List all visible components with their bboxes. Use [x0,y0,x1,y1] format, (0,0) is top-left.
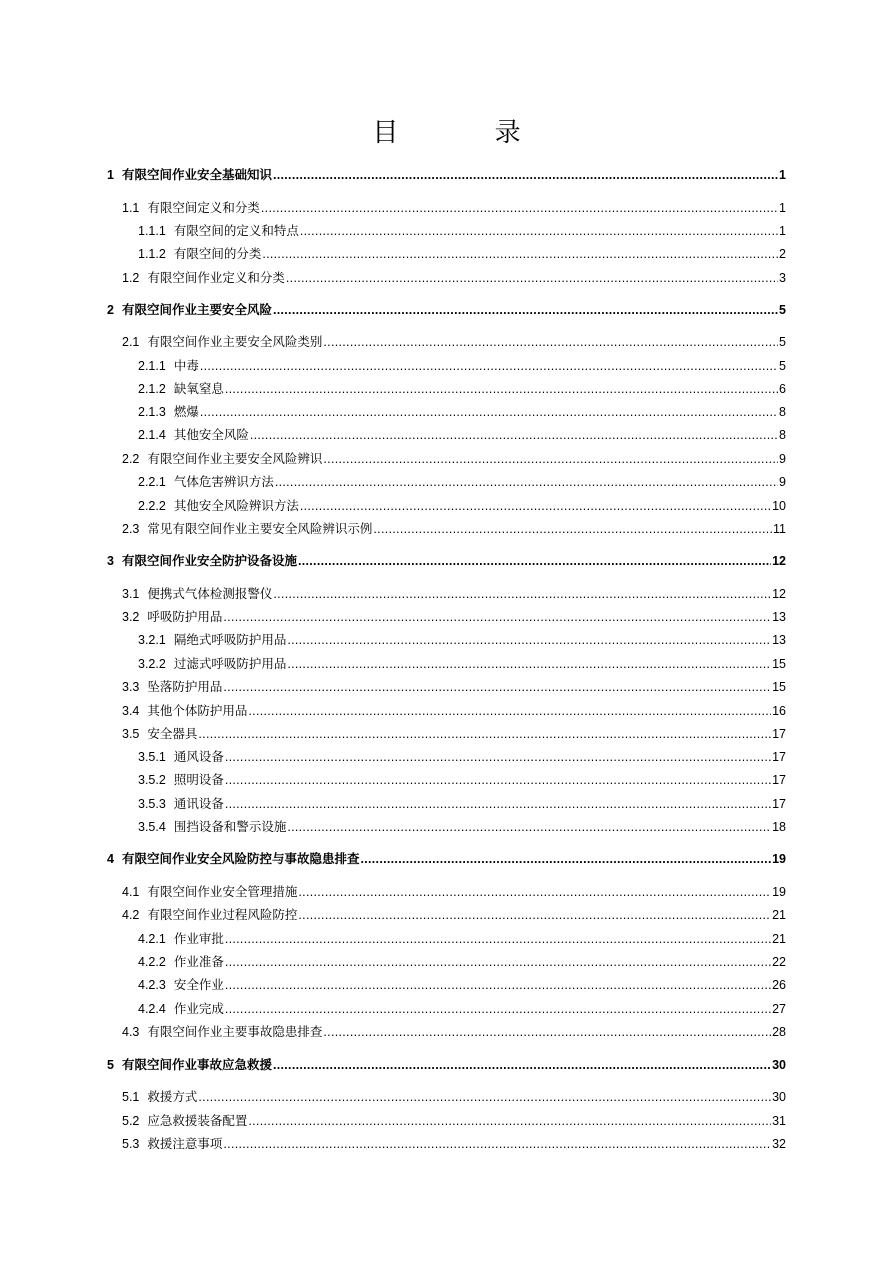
toc-entry-page-number: 17 [772,750,786,764]
dot-leader [200,402,778,422]
toc-entry-title: 作业审批 [173,931,224,946]
toc-entry[interactable] [138,496,786,516]
toc-entry[interactable] [122,519,786,539]
toc-entry-page-number: 27 [772,1002,786,1016]
toc-entry[interactable] [122,1022,786,1042]
toc-entry-title: 燃爆 [173,404,199,419]
toc-entry-page-number: 3 [779,271,786,285]
dot-leader [225,770,771,790]
toc-entry-number: 1.1.2 [138,247,166,261]
dot-leader [248,701,771,721]
toc-entry-title: 安全器具 [147,726,198,741]
toc-entry-title: 作业完成 [173,1001,224,1016]
toc-entry[interactable] [122,449,786,469]
toc-entry[interactable] [138,770,786,790]
toc-entry-page-number: 16 [772,704,786,718]
toc-entry-number: 2.1 [122,335,140,349]
toc-entry[interactable] [122,1087,786,1107]
toc-entry-page-number: 21 [772,908,786,922]
toc-entry-number: 3.2.1 [138,633,166,647]
toc-entry-number: 3.2 [122,610,140,624]
dot-leader [286,268,778,288]
toc-entry-page-number: 13 [772,633,786,647]
toc-entry-title: 有限空间作业安全管理措施 [147,884,298,899]
toc-entry-title: 坠落防护用品 [147,679,223,694]
dot-leader [223,1134,771,1154]
dot-leader [273,1055,771,1075]
toc-entry-page-number: 15 [772,657,786,671]
toc-entry-number: 1.2 [122,271,140,285]
dot-leader [298,905,771,925]
toc-entry-number: 2.1.1 [138,359,166,373]
toc-entry[interactable] [122,1111,786,1131]
toc-entry[interactable] [138,817,786,837]
toc-entry-title: 其他个体防护用品 [147,703,248,718]
toc-entry-number: 3.5 [122,727,140,741]
dot-leader [287,630,771,650]
toc-entry-title: 有限空间作业安全风险防控与事故隐患排查 [121,851,360,866]
toc-entry-number: 4 [107,852,114,866]
toc-entry-page-number: 11 [773,522,786,536]
toc-entry-page-number: 13 [772,610,786,624]
toc-entry-number: 3.5.1 [138,750,166,764]
dot-leader [300,496,771,516]
toc-entry-page-number: 9 [779,475,786,489]
toc-entry-title: 有限空间的分类 [173,246,262,261]
toc-entry-number: 3.2.2 [138,657,166,671]
toc-entry-number: 5 [107,1058,114,1072]
dot-leader [298,551,771,571]
dot-leader [275,472,778,492]
toc-entry-number: 2.2.1 [138,475,166,489]
dot-leader [225,794,771,814]
toc-entry-title: 有限空间作业过程风险防控 [147,907,298,922]
dot-leader [225,999,771,1019]
toc-entry-title: 安全作业 [173,977,224,992]
toc-entry-title: 有限空间作业定义和分类 [147,270,285,285]
toc-entry[interactable] [138,975,786,995]
toc-entry-number: 2.3 [122,522,140,536]
toc-entry-number: 4.2.4 [138,1002,166,1016]
toc-entry[interactable] [138,472,786,492]
toc-entry[interactable] [122,332,786,352]
toc-entry-title: 其他安全风险 [173,427,249,442]
toc-entry-title: 有限空间作业主要安全风险辨识 [147,451,323,466]
toc-entry-title: 救援注意事项 [147,1136,223,1151]
dot-leader [298,882,771,902]
toc-entry-page-number: 1 [779,201,786,215]
toc-entry-page-number: 8 [779,428,786,442]
toc-entry-page-number: 30 [772,1058,786,1072]
toc-entry[interactable] [138,999,786,1019]
toc-entry-page-number: 9 [779,452,786,466]
toc-entry[interactable] [138,794,786,814]
toc-entry-title: 应急救援装备配置 [147,1113,248,1128]
dot-leader [223,677,771,697]
dot-leader [225,379,778,399]
toc-entry-page-number: 32 [772,1137,786,1151]
dot-leader [300,221,778,241]
dot-leader [198,724,771,744]
dot-leader [273,300,778,320]
toc-entry-title: 过滤式呼吸防护用品 [173,656,287,671]
toc-entry[interactable] [138,952,786,972]
toc-entry[interactable] [138,425,786,445]
toc-entry[interactable] [138,747,786,767]
toc-entry-title: 其他安全风险辨识方法 [173,498,299,513]
dot-leader [262,244,778,264]
toc-entry-title: 围挡设备和警示设施 [173,819,287,834]
toc-entry-title: 通风设备 [173,749,224,764]
toc-entry[interactable] [122,905,786,925]
dot-leader [287,654,771,674]
toc-entry-page-number: 6 [779,382,786,396]
toc-entry-title: 隔绝式呼吸防护用品 [173,632,287,647]
page-title: 目 录 [372,118,565,148]
toc-entry-number: 2 [107,303,114,317]
toc-entry-page-number: 18 [772,820,786,834]
toc-entry-page-number: 8 [779,405,786,419]
toc-entry-page-number: 1 [779,224,786,238]
toc-entry-page-number: 5 [779,359,786,373]
toc-entry-number: 3.5.2 [138,773,166,787]
dot-leader [200,356,778,376]
toc-entry-page-number: 12 [772,587,786,601]
toc-entry-page-number: 10 [772,499,786,513]
toc-entry-title: 有限空间作业安全基础知识 [121,167,272,182]
toc-entry-number: 5.3 [122,1137,140,1151]
toc-entry[interactable] [107,165,786,185]
toc-entry-title: 作业准备 [173,954,224,969]
toc-entry-number: 1.1.1 [138,224,166,238]
dot-leader [323,1022,771,1042]
toc-entry-title: 有限空间作业主要事故隐患排查 [147,1024,323,1039]
toc-entry[interactable] [138,379,786,399]
toc-entry[interactable] [107,849,786,869]
dot-leader [250,425,778,445]
toc-entry-number: 1.1 [122,201,140,215]
toc-entry-number: 4.2 [122,908,140,922]
toc-entry-number: 2.2.2 [138,499,166,513]
toc-entry-page-number: 26 [772,978,786,992]
toc-entry-number: 2.1.4 [138,428,166,442]
toc-entry-number: 4.2.2 [138,955,166,969]
toc-entry-title: 便携式气体检测报警仪 [147,586,273,601]
dot-leader [323,449,778,469]
toc-entry[interactable] [107,551,786,571]
toc-entry[interactable] [122,677,786,697]
toc-entry-number: 4.1 [122,885,140,899]
dot-leader [323,332,778,352]
dot-leader [287,817,771,837]
toc-entry[interactable] [122,198,786,218]
toc-entry-number: 5.2 [122,1114,140,1128]
toc-entry[interactable] [138,654,786,674]
toc-entry-page-number: 15 [772,680,786,694]
toc-entry-page-number: 21 [772,932,786,946]
dot-leader [225,952,771,972]
toc-entry-number: 2.2 [122,452,140,466]
dot-leader [360,849,771,869]
toc-entry-number: 2.1.2 [138,382,166,396]
toc-entry[interactable] [122,701,786,721]
toc-entry-number: 3.4 [122,704,140,718]
toc-entry-title: 有限空间作业事故应急救援 [121,1057,272,1072]
toc-entry-number: 3.3 [122,680,140,694]
toc-entry[interactable] [138,356,786,376]
toc-entry[interactable] [107,1055,786,1075]
toc-entry-title: 有限空间作业主要安全风险 [121,302,272,317]
toc-entry-number: 4.2.1 [138,932,166,946]
toc-entry-number: 2.1.3 [138,405,166,419]
toc-entry-page-number: 17 [772,773,786,787]
toc-entry[interactable] [138,929,786,949]
dot-leader [198,1087,771,1107]
toc-entry-title: 有限空间作业主要安全风险类别 [147,334,323,349]
toc-entry-number: 5.1 [122,1090,140,1104]
toc-entry-number: 1 [107,168,114,182]
toc-entry[interactable] [138,402,786,422]
dot-leader [225,747,771,767]
toc-entry[interactable] [122,584,786,604]
dot-leader [223,607,771,627]
toc-entry-page-number: 12 [772,554,786,568]
toc-entry-page-number: 17 [772,797,786,811]
toc-entry[interactable] [138,630,786,650]
toc-entry-title: 常见有限空间作业主要安全风险辨识示例 [147,521,373,536]
toc-entry-number: 3.5.4 [138,820,166,834]
toc-entry-number: 3.1 [122,587,140,601]
toc-entry-page-number: 1 [779,168,786,182]
toc-entry-page-number: 5 [779,303,786,317]
dot-leader [273,165,778,185]
toc-entry-page-number: 28 [772,1025,786,1039]
toc-entry-title: 中毒 [173,358,199,373]
toc-entry-page-number: 31 [772,1114,786,1128]
toc-entry[interactable] [122,1134,786,1154]
toc-entry-title: 照明设备 [173,772,224,787]
toc-entry[interactable] [107,300,786,320]
toc-entry-page-number: 17 [772,727,786,741]
dot-leader [273,584,771,604]
dot-leader [261,198,778,218]
toc-entry-title: 气体危害辨识方法 [173,474,274,489]
toc-entry-title: 有限空间定义和分类 [147,200,260,215]
toc-entry-page-number: 30 [772,1090,786,1104]
toc-entry[interactable] [122,268,786,288]
toc-entry-page-number: 19 [772,885,786,899]
toc-entry-page-number: 2 [779,247,786,261]
dot-leader [225,975,771,995]
toc-entry[interactable] [138,221,786,241]
toc-entry-number: 4.3 [122,1025,140,1039]
toc-entry-number: 4.2.3 [138,978,166,992]
toc-entry[interactable] [122,607,786,627]
toc-entry[interactable] [122,882,786,902]
dot-leader [248,1111,771,1131]
toc-entry-number: 3 [107,554,114,568]
toc-entry-page-number: 19 [772,852,786,866]
toc-entry-title: 有限空间的定义和特点 [173,223,299,238]
toc-entry-title: 呼吸防护用品 [147,609,223,624]
dot-leader [225,929,771,949]
toc-entry-page-number: 5 [779,335,786,349]
toc-entry-title: 救援方式 [147,1089,198,1104]
toc-entry[interactable] [122,724,786,744]
toc-entry-title: 缺氧窒息 [173,381,224,396]
toc-entry-title: 通讯设备 [173,796,224,811]
toc-entry-number: 3.5.3 [138,797,166,811]
toc-entry-title: 有限空间作业安全防护设备设施 [121,553,297,568]
dot-leader [373,519,772,539]
toc-entry-page-number: 22 [772,955,786,969]
toc-entry[interactable] [138,244,786,264]
